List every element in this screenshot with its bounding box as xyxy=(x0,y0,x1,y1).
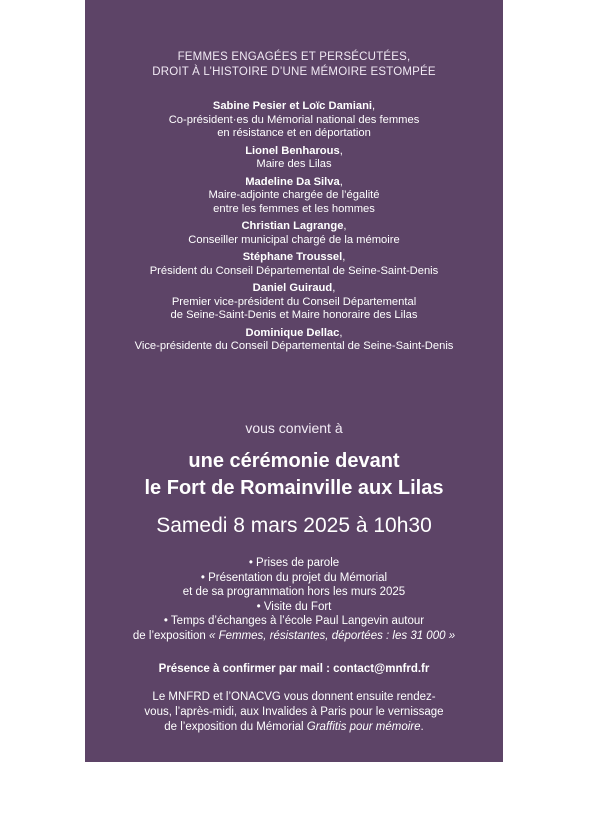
header xyxy=(85,50,503,80)
exhibition-graffitis-title: Graffitis pour mémoire xyxy=(306,721,421,733)
host-name: Sabine Pesier et Loïc Damiani xyxy=(212,100,373,112)
host-role-line: Premier vice-président du Conseil Départemental xyxy=(171,295,417,308)
host-entry: Christian Lagrange, Conseiller municipal chargé de la mémoire xyxy=(85,220,503,247)
event-date: Samedi 8 mars 2025 à 10h30 xyxy=(156,514,432,537)
program-list xyxy=(85,556,503,643)
closing-line: Le MNFRD et l’ONACVG vous donnent ensuite rendez- xyxy=(152,691,436,703)
host-role-line: en résistance et en déportation xyxy=(217,127,371,139)
closing-line xyxy=(85,720,503,735)
convient-text: vous convient à xyxy=(245,420,343,436)
exhibition-title: « Femmes, résistantes, déportées : les 31 000 » xyxy=(208,629,456,642)
host-entry: Dominique Dellac, Vice-présidente du Conseil Départemental de Seine-Saint-Denis xyxy=(85,327,503,354)
host-entry: Lionel Benharous, Maire des Lilas xyxy=(85,145,503,172)
host-name: Madeline Da Silva xyxy=(245,175,340,188)
host-name: Stéphane Troussel xyxy=(242,251,343,263)
closing-suffix: . xyxy=(420,721,424,733)
program-item-continuation: et de sa programmation hors les murs 2025 xyxy=(182,586,406,598)
host-entry: Stéphane Troussel, Président du Conseil Départemental de Seine-Saint-Denis xyxy=(85,251,503,278)
exhibition-prefix: de l’exposition xyxy=(132,629,209,642)
host-entry: Daniel Guiraud, Premier vice-président du Conseil Départemental de Seine-Saint-Denis et Maire honoraire des Lilas xyxy=(85,282,503,323)
closing-prefix: de l’exposition du Mémorial xyxy=(164,721,307,733)
rsvp-email: Présence à confirmer par mail : contact@mnfrd.fr xyxy=(158,663,430,675)
host-role-line: Maire des Lilas xyxy=(256,158,332,170)
closing-line: vous, l’après-midi, aux Invalides à Paris pour le vernissage xyxy=(144,706,444,718)
host-name: Lionel Benharous xyxy=(245,144,340,157)
host-role-line: Co-président·es du Mémorial national des femmes xyxy=(168,113,420,126)
ceremony-title xyxy=(85,448,503,502)
program-item: • Temps d’échanges à l’école Paul Langevin autour xyxy=(163,615,425,627)
ceremony-line-2: le Fort de Romainville aux Lilas xyxy=(144,477,444,499)
header-line-1: FEMMES ENGAGÉES ET PERSÉCUTÉES, xyxy=(177,51,411,63)
host-name: Christian Lagrange xyxy=(241,220,344,232)
host-entry: Madeline Da Silva, Maire-adjointe chargée de l’égalité entre les femmes et les hommes xyxy=(85,176,503,217)
ceremony-line-1: une cérémonie devant xyxy=(188,450,400,472)
host-role-line: Président du Conseil Départemental de Seine-Saint-Denis xyxy=(149,264,439,277)
host-role-line: de Seine-Saint-Denis et Maire honoraire des Lilas xyxy=(170,309,418,321)
host-role-line: entre les femmes et les hommes xyxy=(213,202,375,215)
invitation-card xyxy=(85,0,503,762)
host-name: Dominique Dellac xyxy=(245,326,340,339)
program-item: • Prises de parole xyxy=(248,557,340,569)
hosts-list xyxy=(85,100,503,358)
header-line-2: DROIT À L’HISTOIRE D’UNE MÉMOIRE ESTOMPÉE xyxy=(152,66,436,78)
host-entry: Sabine Pesier et Loïc Damiani, Co-président·es du Mémorial national des femmes en résistance et en déportation xyxy=(85,100,503,141)
host-role-line: Vice-présidente du Conseil Départemental de Seine-Saint-Denis xyxy=(134,340,454,352)
host-role-line: Conseiller municipal chargé de la mémoire xyxy=(188,233,400,246)
host-name: Daniel Guiraud xyxy=(252,282,333,294)
program-item: • Visite du Fort xyxy=(256,600,332,613)
program-item-continuation xyxy=(85,629,503,644)
host-role-line: Maire-adjointe chargée de l’égalité xyxy=(208,189,380,201)
program-item: • Présentation du projet du Mémorial xyxy=(200,571,388,584)
closing-text xyxy=(85,690,503,735)
